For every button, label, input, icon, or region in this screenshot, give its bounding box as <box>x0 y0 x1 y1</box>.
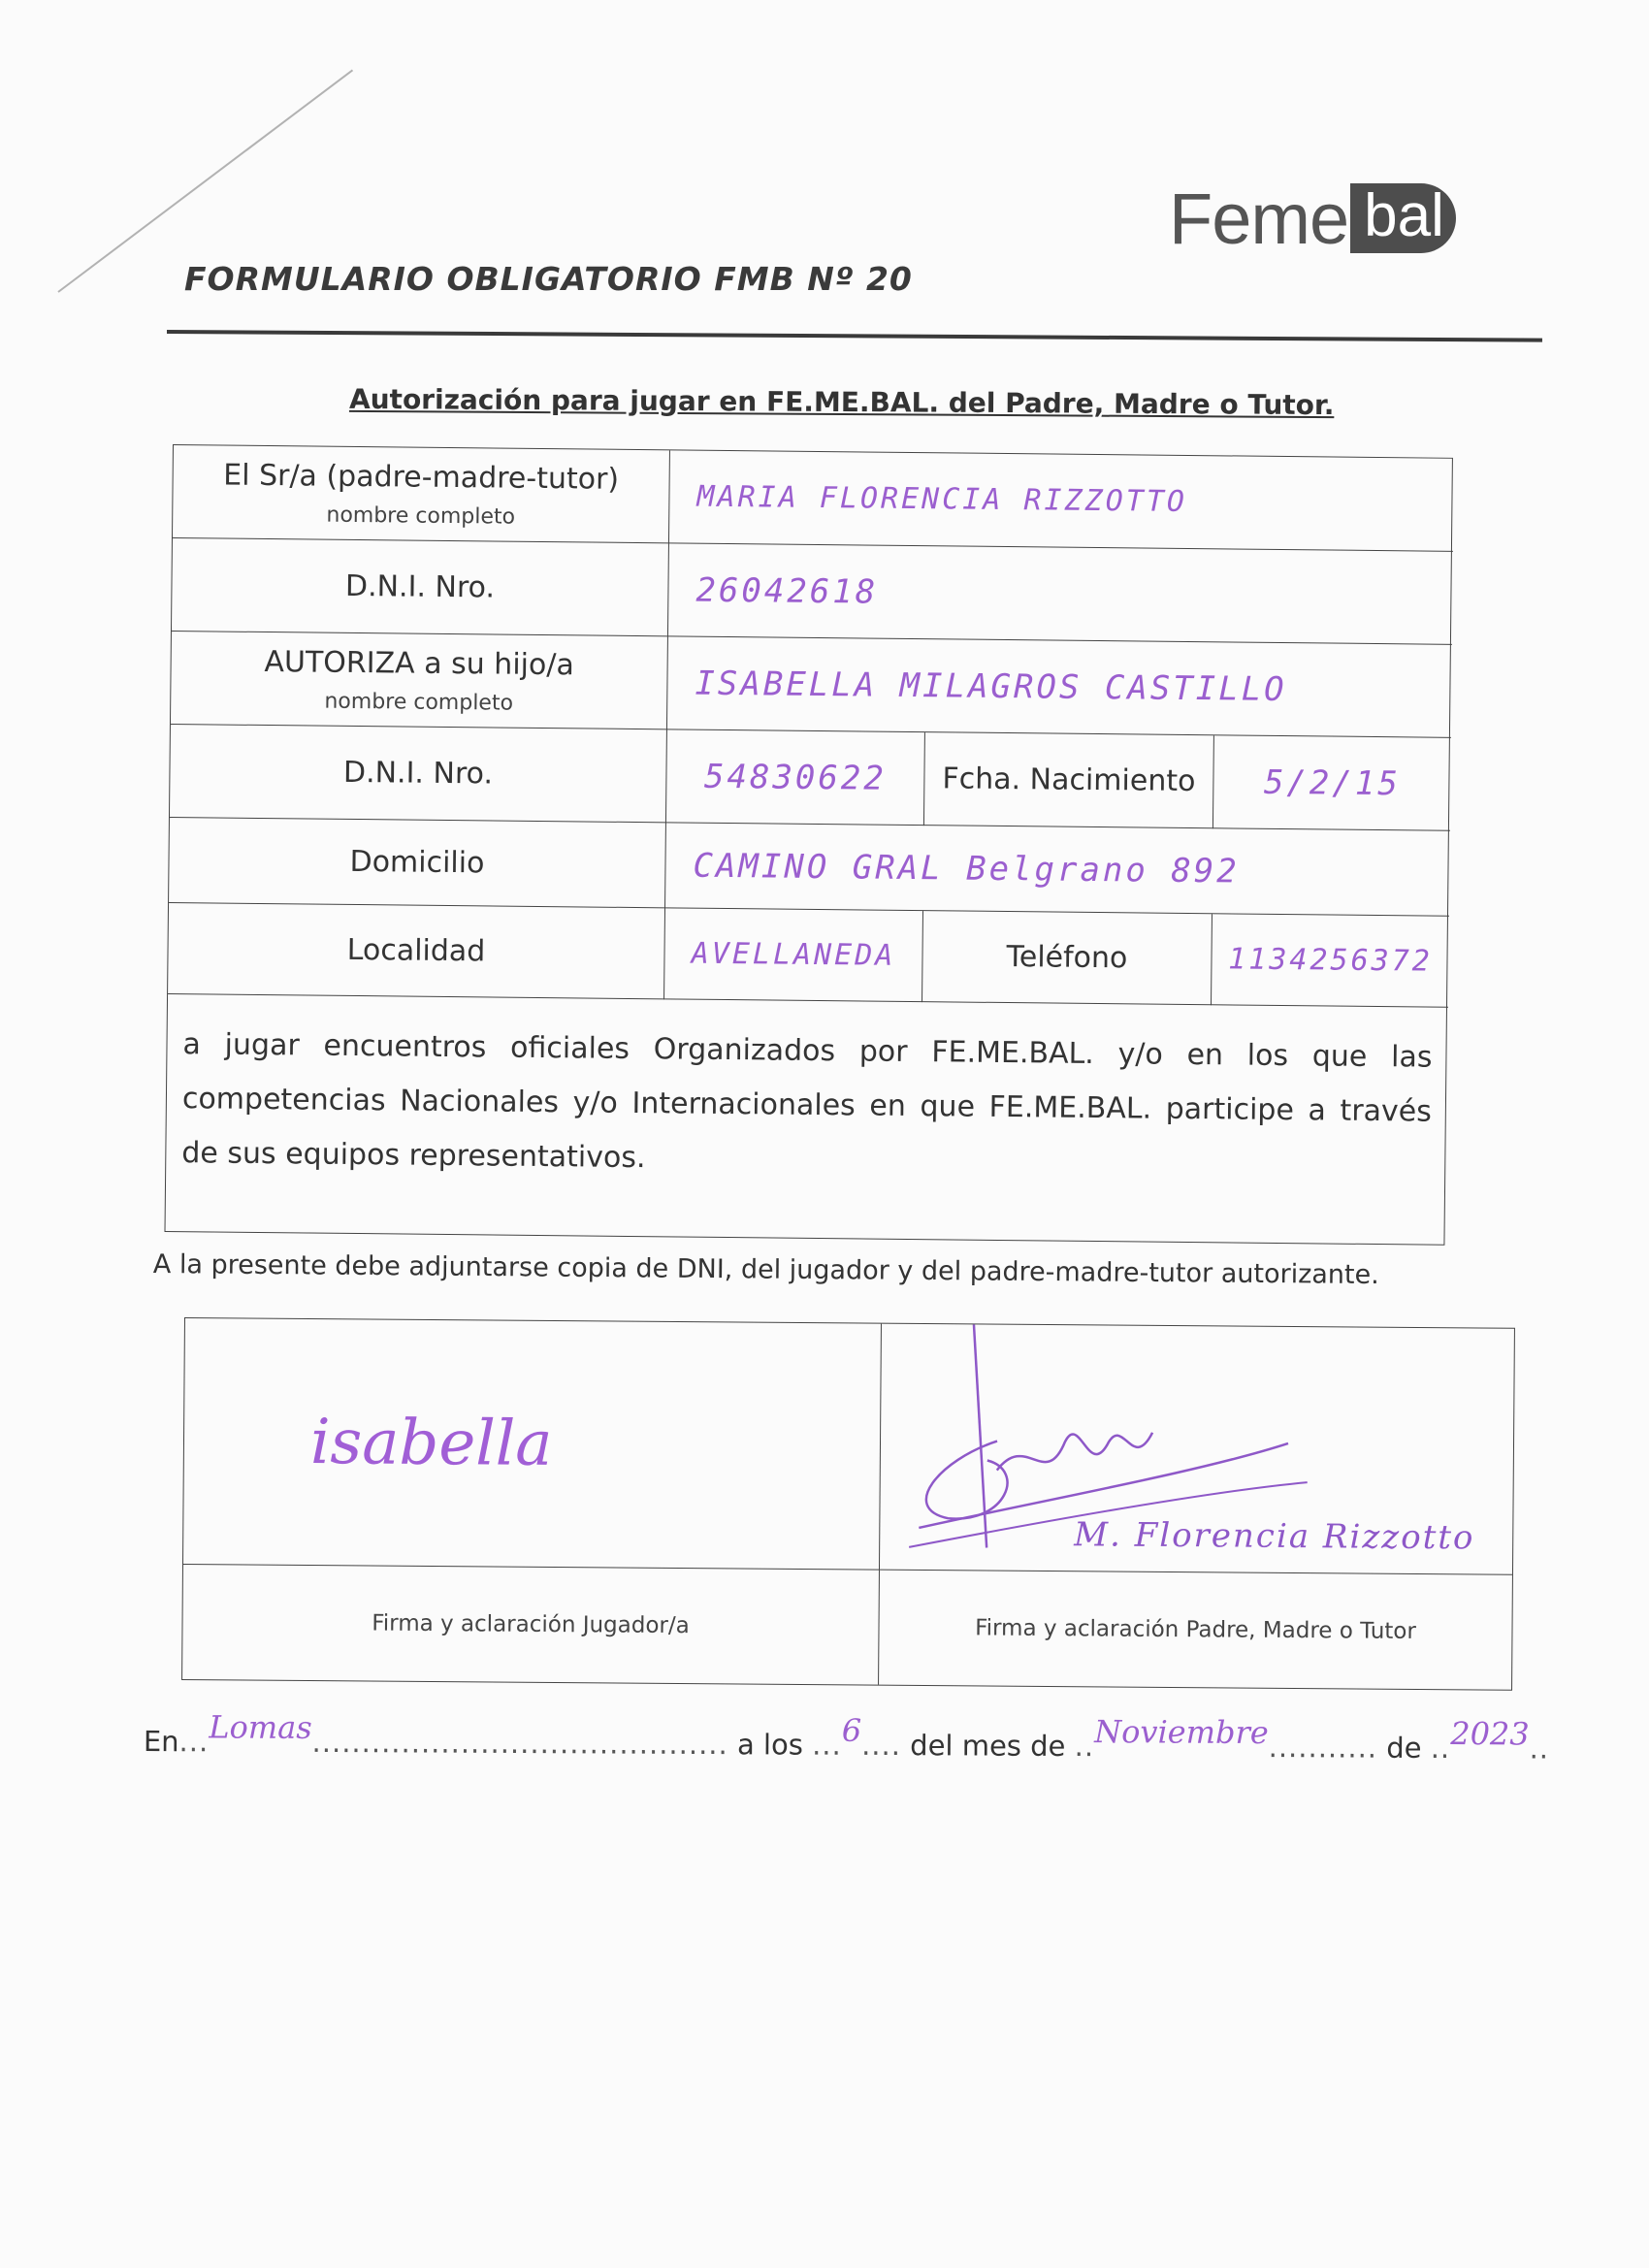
tutor-dni-label: D.N.I. Nro. <box>344 568 496 605</box>
autoriza-label: AUTORIZA a su hijo/a <box>264 644 574 682</box>
date-a-los: a los <box>736 1728 803 1762</box>
child-label-cell <box>171 632 668 729</box>
child-name-field[interactable] <box>667 636 1452 737</box>
date-year[interactable]: 2023 <box>1450 1715 1530 1753</box>
date-prefix: En <box>143 1725 179 1759</box>
date-del-mes: del mes de <box>910 1729 1066 1763</box>
domicilio-label-cell <box>169 818 666 908</box>
tutor-label: El Sr/a (padre-madre-tutor) <box>223 458 620 497</box>
form-code: FORMULARIO OBLIGATORIO FMB Nº 20 <box>184 260 913 298</box>
authorization-form <box>164 444 1452 1246</box>
date-month[interactable]: Noviembre <box>1094 1713 1269 1752</box>
localidad-field[interactable] <box>664 908 923 1002</box>
telefono-label-cell <box>922 911 1212 1005</box>
header-divider <box>167 330 1542 342</box>
tutor-signature-name: M. Florencia Rizzotto <box>1074 1515 1475 1558</box>
date-line: En...Lomas.......................................... a los ...6.... del mes de ..Noviembre........... de ..2023.. <box>143 1708 1550 1766</box>
player-signature-caption: Firma y aclaración Jugador/a <box>372 1610 690 1639</box>
localidad-label-cell <box>168 903 665 999</box>
player-signature-caption-cell <box>182 1565 880 1685</box>
telefono-value: 1134256372 <box>1228 942 1433 979</box>
tutor-signature-caption-cell <box>879 1571 1512 1690</box>
birth-date-value: 5/2/15 <box>1263 762 1402 803</box>
birth-label: Fcha. Nacimiento <box>942 761 1196 799</box>
form-title: Autorización para jugar en FE.ME.BAL. del Padre, Madre o Tutor. <box>348 382 1335 422</box>
date-de: de <box>1386 1731 1422 1765</box>
domicilio-value: CAMINO GRAL Belgrano 892 <box>693 846 1240 891</box>
signature-box <box>181 1317 1515 1691</box>
player-signature-area[interactable] <box>183 1318 882 1571</box>
birth-date-field[interactable] <box>1213 735 1451 831</box>
telefono-field[interactable] <box>1212 914 1449 1008</box>
attachment-note: A la presente debe adjuntarse copia de DNI, del jugador y del padre-madre-tutor autorizante. <box>152 1249 1379 1291</box>
telefono-label: Teléfono <box>1006 940 1128 976</box>
child-name-value: ISABELLA MILAGROS CASTILLO <box>695 664 1287 709</box>
child-dni-label-cell <box>170 725 667 823</box>
player-signature: isabella <box>309 1407 553 1480</box>
tutor-sublabel: nombre completo <box>326 502 516 530</box>
tutor-label-cell <box>173 445 670 543</box>
tutor-dni-value: 26042618 <box>695 570 879 612</box>
form-grid <box>164 444 1452 1246</box>
date-place[interactable]: Lomas <box>209 1708 312 1746</box>
localidad-value: AVELLANEDA <box>691 936 896 973</box>
tutor-signature-caption: Firma y aclaración Padre, Madre o Tutor <box>975 1615 1416 1644</box>
domicilio-field[interactable] <box>665 823 1450 916</box>
logo-text: Feme <box>1169 178 1349 259</box>
authorization-text: a jugar encuentros oficiales Organizados por FE.ME.BAL. y/o en los que las competencias Nacionales y/o Internacionales en que FE.ME.BAL. participe a través de sus equipos representativos. <box>181 1027 1433 1176</box>
authorization-paragraph <box>166 994 1448 1245</box>
femebal-logo <box>1169 175 1456 262</box>
tutor-dni-field[interactable] <box>668 543 1453 644</box>
tutor-dni-label-cell <box>172 538 669 636</box>
child-dni-label: D.N.I. Nro. <box>342 755 494 792</box>
tutor-signature-area[interactable] <box>880 1324 1514 1575</box>
domicilio-label: Domicilio <box>349 844 485 881</box>
birth-label-cell <box>924 732 1214 828</box>
tutor-name-field[interactable] <box>669 450 1454 551</box>
localidad-label: Localidad <box>346 932 486 969</box>
child-dni-field[interactable] <box>666 729 925 826</box>
tutor-name-value: MARIA FLORENCIA RIZZOTTO <box>696 479 1188 519</box>
child-sublabel: nombre completo <box>324 689 514 716</box>
date-day[interactable]: 6 <box>841 1711 862 1749</box>
child-dni-value: 54830622 <box>703 757 888 798</box>
logo-badge: bal <box>1350 183 1456 253</box>
